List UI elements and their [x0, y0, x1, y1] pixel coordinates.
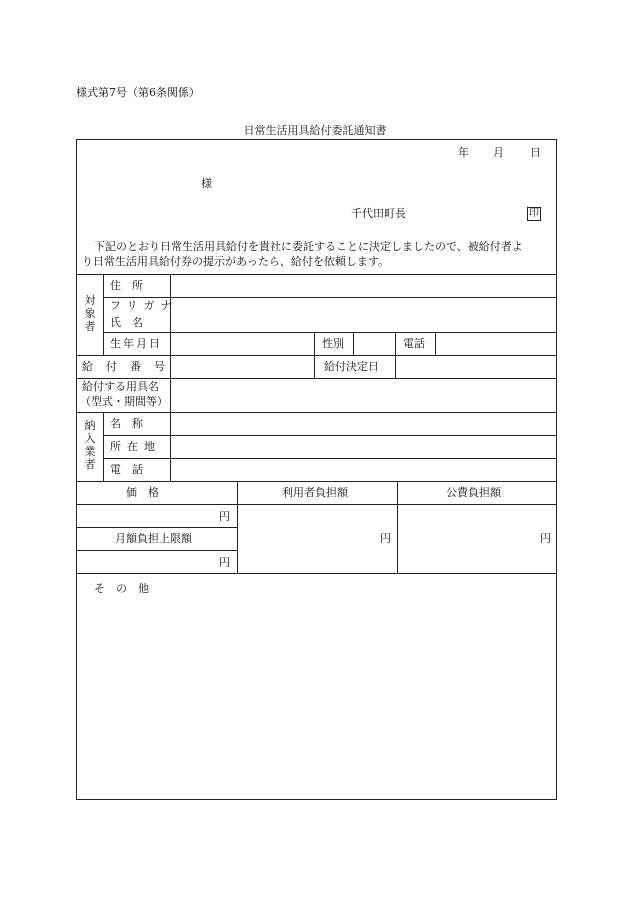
intro-line-1: 下記のとおり日常生活用具給付を貴社に委託することに決定しましたので、被給付者よ [94, 240, 523, 253]
form-number: 様式第7号（第6条関係） [76, 86, 200, 99]
vendor-phone-label: 電 話 [110, 463, 143, 476]
rule-top-table [76, 274, 557, 275]
decision-date-label: 給付決定日 [324, 360, 379, 373]
col-price [237, 481, 238, 573]
col-phone-value [435, 332, 436, 355]
rule-vendor-phone [76, 481, 557, 482]
date-month: 月 [493, 146, 504, 159]
subject-group-label: 対象者 [84, 294, 96, 333]
name-label: 氏 名 [110, 316, 143, 329]
col-subject-label [170, 274, 171, 355]
rule-price-bottom [76, 573, 557, 574]
price-header: 価 格 [126, 486, 159, 499]
rule-item [76, 412, 557, 413]
user-burden-header: 利用者負担額 [282, 486, 348, 499]
public-burden-header: 公費負担額 [446, 486, 501, 499]
phone-label: 電話 [403, 337, 425, 350]
col-decision-value [395, 355, 396, 378]
addressee-suffix: 様 [201, 177, 212, 190]
rule-address [103, 297, 557, 298]
seal-mark: 印 [529, 208, 539, 219]
item-label-line1: 給付する用具名 [82, 380, 159, 393]
public-burden-yen-unit: 円 [540, 532, 551, 545]
col-phone-label [395, 332, 396, 355]
col-user-burden [397, 481, 398, 573]
furigana-label: フリガナ [110, 299, 178, 312]
item-label-line2: （型式・期間等） [80, 395, 168, 408]
vendor-name-label: 名 称 [110, 417, 143, 430]
benefit-number-label: 給付番号 [82, 360, 178, 373]
col-subject-group [103, 274, 104, 355]
sex-label: 性別 [322, 337, 344, 350]
rule-vendor-name [103, 435, 557, 436]
rule-price-header [76, 504, 557, 505]
rule-benefit-no [76, 378, 557, 379]
date-year: 年 [458, 146, 469, 159]
birthdate-label: 生年月日 [110, 337, 162, 350]
rule-price-yen [76, 527, 237, 528]
col-decision-label [314, 355, 315, 378]
rule-monthly-cap [76, 550, 237, 551]
vendor-group-label: 納入業者 [84, 419, 96, 471]
rule-vendor-loc [103, 458, 557, 459]
monthly-cap-yen-unit: 円 [219, 556, 230, 569]
address-label: 住 所 [110, 279, 143, 292]
monthly-cap-label: 月額負担上限額 [115, 532, 192, 545]
price-yen-unit: 円 [219, 510, 230, 523]
other-label: そ の 他 [94, 582, 149, 595]
intro-line-2: り日常生活用具給付券の提示があったら、給付を依頼します。 [82, 255, 390, 268]
form-frame [76, 139, 557, 800]
col-sex-label [314, 332, 315, 355]
rule-birth [76, 355, 557, 356]
date-day: 日 [530, 146, 541, 159]
vendor-location-label: 所在地 [110, 440, 161, 453]
rule-name [103, 332, 557, 333]
document-title: 日常生活用具給付委託通知書 [243, 124, 387, 137]
user-burden-yen-unit: 円 [380, 532, 391, 545]
col-vendor-label [170, 412, 171, 481]
issuer-name: 千代田町長 [351, 207, 406, 220]
col-sex-value [353, 332, 354, 355]
col-vendor-group [103, 412, 104, 481]
